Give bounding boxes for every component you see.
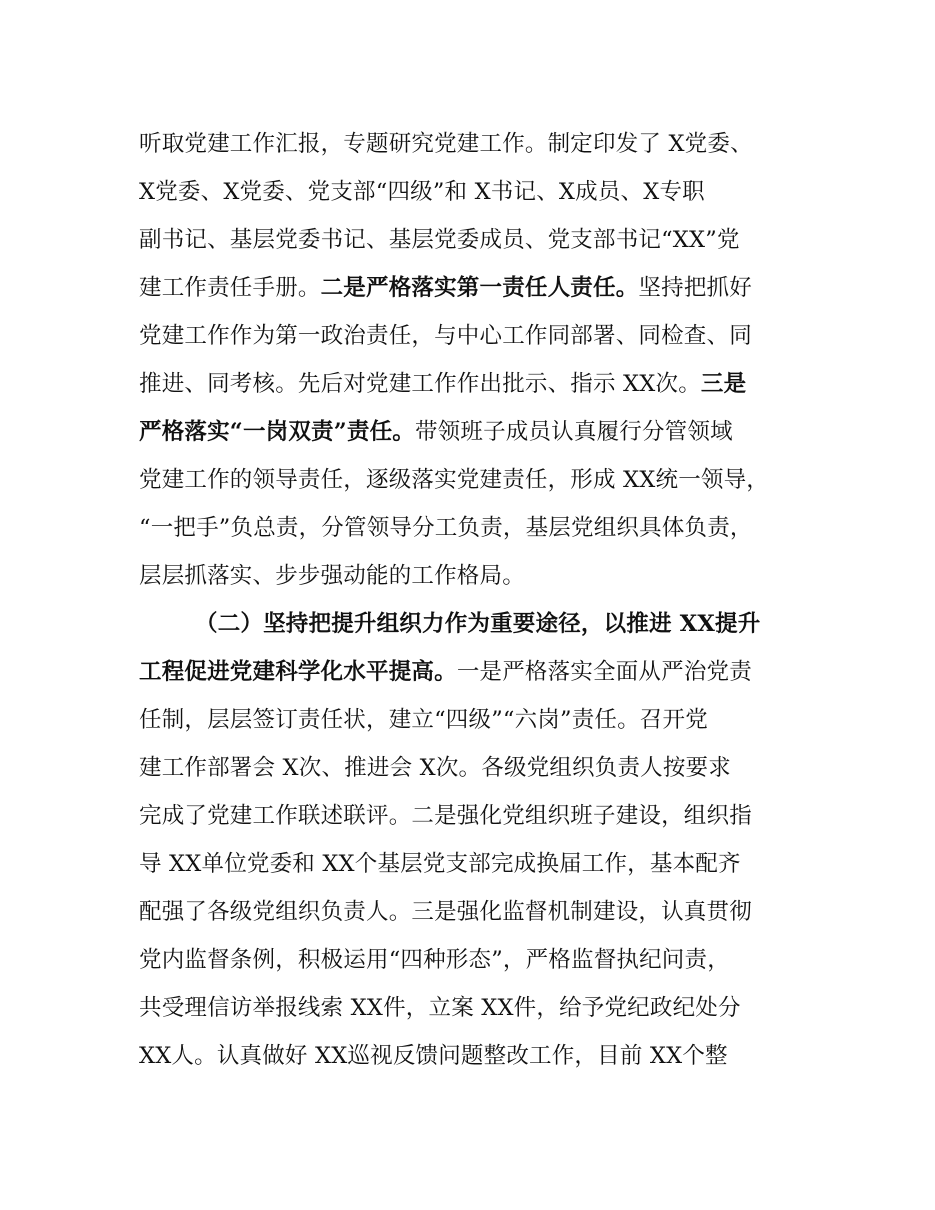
paragraph-line: [139, 408, 819, 456]
text-segment: 建工作部署会 X次、推进会 X次。各级党组织负责人按要求: [139, 755, 731, 781]
bold-text-segment: 工程促进党建科学化水平提高。: [139, 659, 457, 685]
text-segment: 党建工作作为第一政治责任，与中心工作同部署、同检查、同: [139, 323, 752, 349]
bold-text-segment: 严格落实“一岗双责”责任。: [139, 419, 415, 445]
bold-text-segment: 二是严格落实第一责任人责任。: [320, 275, 639, 301]
text-segment: 导 XX单位党委和 XX个基层党支部完成换届工作，基本配齐: [139, 851, 741, 877]
paragraph-line: [139, 120, 819, 168]
paragraph-line: [139, 552, 819, 600]
paragraph-line: [139, 936, 819, 984]
paragraph-line: [139, 360, 819, 408]
text-segment: 层层抓落实、步步强动能的工作格局。: [139, 563, 525, 589]
text-segment: 一是严格落实全面从严治党责: [456, 659, 752, 685]
text-segment: 配强了各级党组织负责人。三是强化监督机制建设，认真贯彻: [139, 899, 752, 925]
text-segment: 完成了党建工作联述联评。二是强化党组织班子建设，组织指: [139, 803, 752, 829]
paragraph-line: [139, 888, 819, 936]
paragraph-line: [139, 840, 819, 888]
text-segment: “一把手”负总责，分管领导分工负责，基层党组织具体负责，: [139, 515, 753, 541]
paragraph-line: [139, 216, 819, 264]
text-segment: X党委、X党委、党支部“四级”和 X书记、X成员、X专职: [139, 179, 705, 205]
document-body: [139, 120, 819, 1080]
section-heading-line: [139, 600, 819, 648]
paragraph-line: [139, 792, 819, 840]
paragraph-line: [139, 264, 819, 312]
text-segment: 共受理信访举报线索 XX件，立案 XX件，给予党纪政纪处分: [139, 995, 741, 1021]
bold-text-segment: 三是: [700, 371, 747, 397]
text-segment: 听取党建工作汇报，专题研究党建工作。制定印发了 X党委、: [139, 131, 753, 157]
paragraph-line: [139, 456, 819, 504]
text-segment: 党内监督条例，积极运用“四种形态”，严格监督执纪问责，: [139, 947, 730, 973]
text-segment: 坚持把抓好: [638, 275, 752, 301]
text-segment: 党建工作的领导责任，逐级落实党建责任，形成 XX统一领导，: [139, 467, 769, 493]
text-segment: 建工作责任手册。: [139, 275, 321, 301]
text-segment: 任制，层层签订责任状，建立“四级”“六岗”责任。召开党: [139, 707, 708, 733]
paragraph-line: [139, 312, 819, 360]
bold-text-segment: （二）坚持把提升组织力作为重要途径，以推进 XX提升: [195, 611, 761, 637]
paragraph-line: [139, 744, 819, 792]
text-segment: 带领班子成员认真履行分管领域: [414, 419, 733, 445]
text-segment: 推进、同考核。先后对党建工作作出批示、指示 XX次。: [139, 371, 701, 397]
paragraph-line: [139, 696, 819, 744]
paragraph-line: [139, 168, 819, 216]
paragraph-line: [139, 1032, 819, 1080]
paragraph-line: [139, 984, 819, 1032]
paragraph-line: [139, 504, 819, 552]
text-segment: XX人。认真做好 XX巡视反馈问题整改工作，目前 XX个整: [139, 1043, 728, 1069]
paragraph-line: [139, 648, 819, 696]
text-segment: 副书记、基层党委书记、基层党委成员、党支部书记“XX”党: [139, 227, 740, 253]
